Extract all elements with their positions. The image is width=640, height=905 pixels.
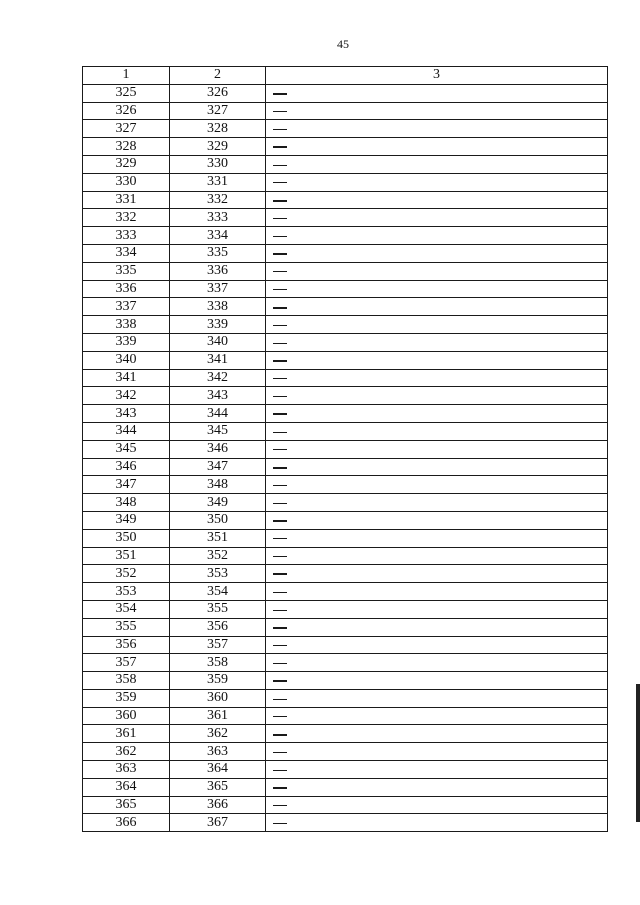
cell-column-3 xyxy=(266,155,608,173)
table-body xyxy=(83,84,608,831)
cell-column-1: 360 xyxy=(83,707,170,725)
cell-column-3 xyxy=(266,298,608,316)
table-row xyxy=(83,333,608,351)
table-row xyxy=(83,351,608,369)
cell-column-1: 346 xyxy=(83,458,170,476)
dash-mark xyxy=(273,218,287,219)
cell-column-1: 365 xyxy=(83,796,170,814)
cell-column-3 xyxy=(266,761,608,779)
table-row xyxy=(83,84,608,102)
cell-column-2: 362 xyxy=(170,725,266,743)
cell-column-3 xyxy=(266,636,608,654)
table-row xyxy=(83,155,608,173)
dash-mark xyxy=(273,111,287,112)
cell-column-1: 353 xyxy=(83,583,170,601)
dash-mark xyxy=(273,538,287,539)
cell-column-1: 328 xyxy=(83,138,170,156)
dash-mark xyxy=(273,556,287,557)
cell-column-2: 350 xyxy=(170,511,266,529)
cell-column-2: 327 xyxy=(170,102,266,120)
cell-column-3 xyxy=(266,351,608,369)
cell-column-3 xyxy=(266,102,608,120)
cell-column-2: 346 xyxy=(170,440,266,458)
cell-column-3 xyxy=(266,547,608,565)
column-header-1: 1 xyxy=(83,67,170,85)
cell-column-2: 357 xyxy=(170,636,266,654)
table-row xyxy=(83,244,608,262)
cell-column-3 xyxy=(266,796,608,814)
cell-column-1: 355 xyxy=(83,618,170,636)
cell-column-1: 366 xyxy=(83,814,170,832)
cell-column-1: 362 xyxy=(83,743,170,761)
cell-column-1: 344 xyxy=(83,422,170,440)
cell-column-3 xyxy=(266,262,608,280)
table-row xyxy=(83,511,608,529)
cell-column-3 xyxy=(266,511,608,529)
cell-column-2: 343 xyxy=(170,387,266,405)
cell-column-1: 331 xyxy=(83,191,170,209)
cell-column-2: 329 xyxy=(170,138,266,156)
cell-column-3 xyxy=(266,814,608,832)
table-row xyxy=(83,458,608,476)
cell-column-1: 325 xyxy=(83,84,170,102)
cell-column-2: 361 xyxy=(170,707,266,725)
table-row xyxy=(83,262,608,280)
dash-mark xyxy=(273,307,287,309)
table-row xyxy=(83,547,608,565)
cell-column-1: 358 xyxy=(83,672,170,690)
cell-column-1: 327 xyxy=(83,120,170,138)
cell-column-1: 349 xyxy=(83,511,170,529)
dash-mark xyxy=(273,360,287,362)
dash-mark xyxy=(273,289,287,290)
cell-column-1: 343 xyxy=(83,405,170,423)
cell-column-1: 356 xyxy=(83,636,170,654)
cell-column-1: 330 xyxy=(83,173,170,191)
cell-column-3 xyxy=(266,422,608,440)
cell-column-3 xyxy=(266,316,608,334)
cell-column-3 xyxy=(266,565,608,583)
dash-mark xyxy=(273,610,287,611)
table-row xyxy=(83,476,608,494)
dash-mark xyxy=(273,93,287,95)
dash-mark xyxy=(273,805,287,806)
dash-mark xyxy=(273,467,287,469)
table-row xyxy=(83,369,608,387)
table-row xyxy=(83,191,608,209)
table-row xyxy=(83,814,608,832)
cell-column-3 xyxy=(266,707,608,725)
cell-column-1: 342 xyxy=(83,387,170,405)
page-number: 45 xyxy=(337,37,349,51)
cell-column-3 xyxy=(266,618,608,636)
cell-column-1: 335 xyxy=(83,262,170,280)
cell-column-3 xyxy=(266,494,608,512)
dash-mark xyxy=(273,787,287,789)
dash-mark xyxy=(273,146,287,148)
cell-column-2: 337 xyxy=(170,280,266,298)
dash-mark xyxy=(273,253,287,255)
cell-column-3 xyxy=(266,458,608,476)
dash-mark xyxy=(273,396,287,397)
dash-mark xyxy=(273,325,287,326)
cell-column-3 xyxy=(266,369,608,387)
cell-column-1: 364 xyxy=(83,778,170,796)
table-row xyxy=(83,689,608,707)
dash-mark xyxy=(273,432,287,433)
cell-column-2: 348 xyxy=(170,476,266,494)
table-row xyxy=(83,422,608,440)
cell-column-1: 345 xyxy=(83,440,170,458)
dash-mark xyxy=(273,573,287,575)
dash-mark xyxy=(273,503,287,504)
table-row xyxy=(83,494,608,512)
cell-column-2: 340 xyxy=(170,333,266,351)
table-header-row xyxy=(83,67,608,85)
cell-column-1: 340 xyxy=(83,351,170,369)
table-row xyxy=(83,387,608,405)
table-row xyxy=(83,280,608,298)
cell-column-3 xyxy=(266,440,608,458)
cell-column-1: 352 xyxy=(83,565,170,583)
dash-mark xyxy=(273,592,287,593)
cell-column-3 xyxy=(266,743,608,761)
table-row xyxy=(83,796,608,814)
dash-mark xyxy=(273,165,287,166)
dash-mark xyxy=(273,734,287,736)
table-row xyxy=(83,316,608,334)
dash-mark xyxy=(273,770,287,771)
dash-mark xyxy=(273,182,287,183)
table-row xyxy=(83,298,608,316)
cell-column-2: 360 xyxy=(170,689,266,707)
dash-mark xyxy=(273,520,287,522)
column-header-2: 2 xyxy=(170,67,266,85)
table-row xyxy=(83,672,608,690)
cell-column-2: 364 xyxy=(170,761,266,779)
cell-column-3 xyxy=(266,280,608,298)
cell-column-1: 334 xyxy=(83,244,170,262)
cell-column-3 xyxy=(266,333,608,351)
cell-column-2: 352 xyxy=(170,547,266,565)
cell-column-2: 344 xyxy=(170,405,266,423)
cell-column-1: 348 xyxy=(83,494,170,512)
cell-column-3 xyxy=(266,405,608,423)
table-row xyxy=(83,654,608,672)
cell-column-3 xyxy=(266,173,608,191)
cell-column-3 xyxy=(266,227,608,245)
table-row xyxy=(83,227,608,245)
table-row xyxy=(83,440,608,458)
cell-column-1: 357 xyxy=(83,654,170,672)
cell-column-3 xyxy=(266,529,608,547)
table-row xyxy=(83,209,608,227)
column-header-3: 3 xyxy=(266,67,608,85)
cell-column-3 xyxy=(266,689,608,707)
cell-column-1: 333 xyxy=(83,227,170,245)
cell-column-2: 328 xyxy=(170,120,266,138)
dash-mark xyxy=(273,485,287,486)
cell-column-3 xyxy=(266,191,608,209)
cell-column-3 xyxy=(266,244,608,262)
dash-mark xyxy=(273,378,287,379)
cell-column-1: 337 xyxy=(83,298,170,316)
cell-column-2: 331 xyxy=(170,173,266,191)
cell-column-1: 363 xyxy=(83,761,170,779)
dash-mark xyxy=(273,129,287,130)
dash-mark xyxy=(273,663,287,664)
cell-column-3 xyxy=(266,672,608,690)
dash-mark xyxy=(273,645,287,646)
table-row xyxy=(83,583,608,601)
table-row xyxy=(83,405,608,423)
cell-column-2: 363 xyxy=(170,743,266,761)
table-row xyxy=(83,618,608,636)
dash-mark xyxy=(273,271,287,272)
cell-column-1: 326 xyxy=(83,102,170,120)
cell-column-2: 358 xyxy=(170,654,266,672)
cell-column-1: 361 xyxy=(83,725,170,743)
cell-column-1: 336 xyxy=(83,280,170,298)
cell-column-1: 354 xyxy=(83,600,170,618)
table-row xyxy=(83,120,608,138)
table-row xyxy=(83,707,608,725)
cell-column-3 xyxy=(266,209,608,227)
dash-mark xyxy=(273,449,287,450)
table-row xyxy=(83,761,608,779)
dash-mark xyxy=(273,200,287,202)
cell-column-1: 350 xyxy=(83,529,170,547)
table-row xyxy=(83,600,608,618)
dash-mark xyxy=(273,823,287,824)
cell-column-2: 359 xyxy=(170,672,266,690)
dash-mark xyxy=(273,236,287,237)
cell-column-3 xyxy=(266,778,608,796)
dash-mark xyxy=(273,680,287,682)
cell-column-2: 338 xyxy=(170,298,266,316)
dash-mark xyxy=(273,343,287,344)
table-row xyxy=(83,743,608,761)
cell-column-3 xyxy=(266,120,608,138)
cell-column-1: 339 xyxy=(83,333,170,351)
table-row xyxy=(83,138,608,156)
cell-column-1: 359 xyxy=(83,689,170,707)
table-row xyxy=(83,725,608,743)
cell-column-2: 345 xyxy=(170,422,266,440)
table-row xyxy=(83,102,608,120)
cell-column-3 xyxy=(266,476,608,494)
cell-column-3 xyxy=(266,725,608,743)
table-row xyxy=(83,636,608,654)
cell-column-3 xyxy=(266,138,608,156)
cell-column-2: 339 xyxy=(170,316,266,334)
cell-column-2: 334 xyxy=(170,227,266,245)
cell-column-2: 333 xyxy=(170,209,266,227)
cell-column-1: 351 xyxy=(83,547,170,565)
cell-column-3 xyxy=(266,583,608,601)
cell-column-2: 367 xyxy=(170,814,266,832)
cell-column-2: 332 xyxy=(170,191,266,209)
cell-column-1: 332 xyxy=(83,209,170,227)
cell-column-3 xyxy=(266,600,608,618)
cell-column-2: 330 xyxy=(170,155,266,173)
table-header xyxy=(83,67,608,85)
dash-mark xyxy=(273,752,287,753)
cell-column-2: 336 xyxy=(170,262,266,280)
cell-column-1: 329 xyxy=(83,155,170,173)
table-row xyxy=(83,565,608,583)
scan-edge-mark xyxy=(636,684,640,822)
cell-column-2: 341 xyxy=(170,351,266,369)
cell-column-2: 353 xyxy=(170,565,266,583)
cell-column-3 xyxy=(266,387,608,405)
cell-column-1: 341 xyxy=(83,369,170,387)
dash-mark xyxy=(273,413,287,415)
document-table xyxy=(82,66,608,832)
cell-column-2: 355 xyxy=(170,600,266,618)
cell-column-2: 335 xyxy=(170,244,266,262)
cell-column-2: 366 xyxy=(170,796,266,814)
cell-column-2: 365 xyxy=(170,778,266,796)
dash-mark xyxy=(273,699,287,700)
table-row xyxy=(83,529,608,547)
dash-mark xyxy=(273,716,287,717)
cell-column-1: 347 xyxy=(83,476,170,494)
cell-column-2: 351 xyxy=(170,529,266,547)
dash-mark xyxy=(273,627,287,629)
cell-column-2: 326 xyxy=(170,84,266,102)
table-row xyxy=(83,778,608,796)
cell-column-2: 347 xyxy=(170,458,266,476)
table-row xyxy=(83,173,608,191)
cell-column-2: 356 xyxy=(170,618,266,636)
cell-column-1: 338 xyxy=(83,316,170,334)
cell-column-2: 349 xyxy=(170,494,266,512)
cell-column-3 xyxy=(266,84,608,102)
cell-column-3 xyxy=(266,654,608,672)
cell-column-2: 342 xyxy=(170,369,266,387)
cell-column-2: 354 xyxy=(170,583,266,601)
